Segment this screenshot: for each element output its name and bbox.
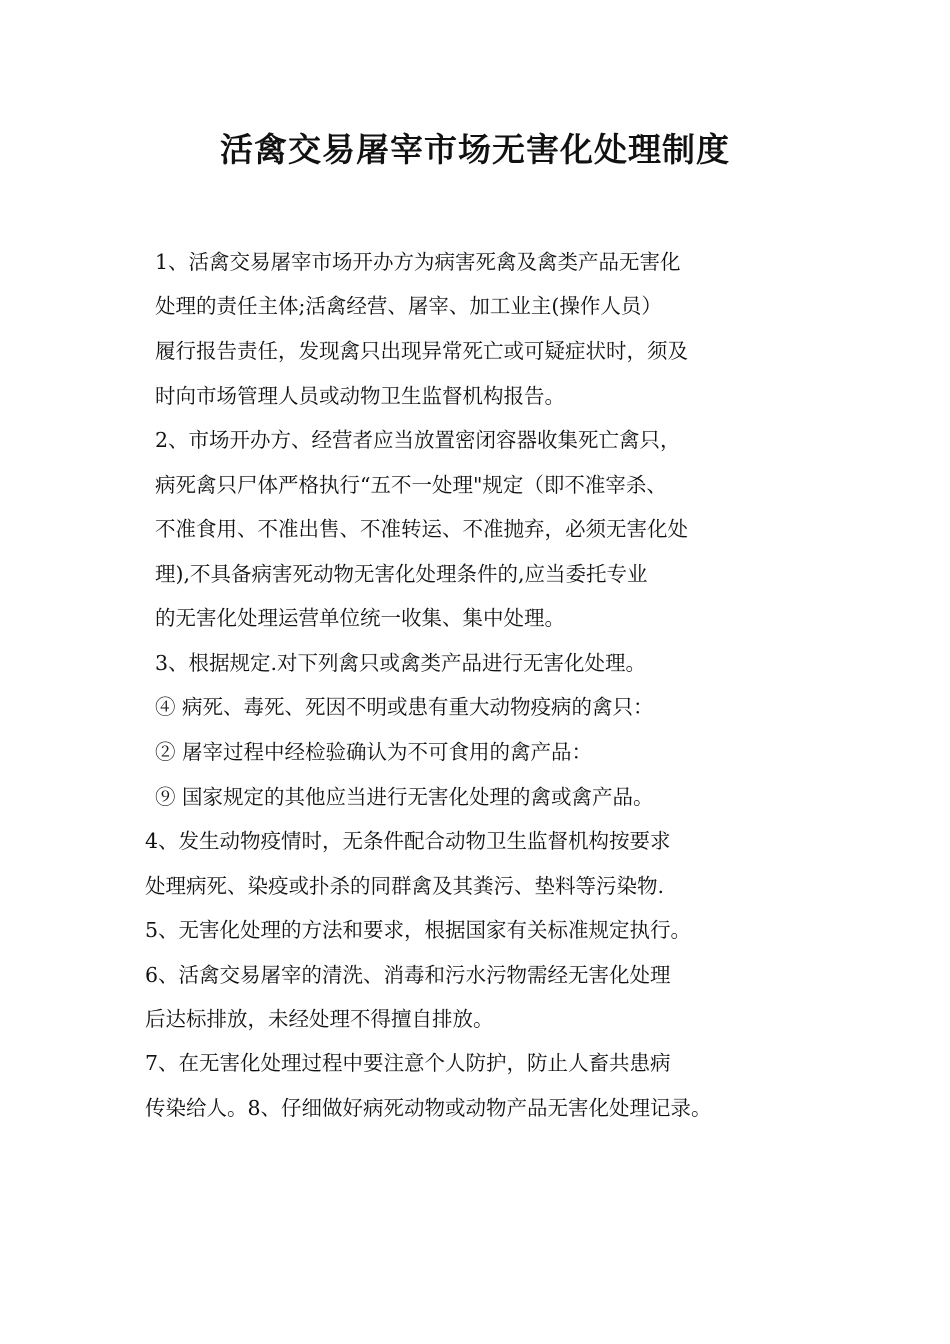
paragraph-line: 后达标排放，未经处理不得擅自排放。 [145, 1007, 494, 1031]
paragraph-line: ④ 病死、毒死、死因不明或患有重大动物疫病的禽只： [155, 695, 654, 719]
paragraph-line: 传染给人。8、仔细做好病死动物或动物产品无害化处理记录。 [145, 1096, 712, 1120]
paragraph-line: 4、发生动物疫情时，无条件配合动物卫生监督机构按要求 [145, 829, 671, 853]
paragraph-line: 7、在无害化处理过程中要注意个人防护，防止人畜共患病 [145, 1051, 671, 1075]
paragraph-line: 履行报告责任，发现禽只出现异常死亡或可疑症状时，须及 [155, 339, 688, 363]
paragraph-line: 3、根据规定.对下列禽只或禽类产品进行无害化处理。 [155, 651, 647, 675]
paragraph-line: 2、市场开办方、经营者应当放置密闭容器收集死亡禽只， [155, 428, 681, 452]
paragraph-line: 处理的责任主体;活禽经营、屠宰、加工业主(操作人员） [155, 294, 662, 318]
paragraph-line: 病死禽只尸体严格执行“五不一处理"规定（即不准宰杀、 [155, 473, 667, 497]
paragraph-line: 5、无害化处理的方法和要求，根据国家有关标准规定执行。 [145, 918, 692, 942]
paragraph-line: 时向市场管理人员或动物卫生监督机构报告。 [155, 384, 565, 408]
paragraph-line: ⑨ 国家规定的其他应当进行无害化处理的禽或禽产品。 [155, 785, 654, 809]
paragraph-line: 处理病死、染疫或扑杀的同群禽及其粪污、垫料等污染物. [145, 874, 665, 898]
paragraph-line: 1、活禽交易屠宰市场开办方为病害死禽及禽类产品无害化 [155, 250, 681, 274]
paragraph-line: 不准食用、不准出售、不准转运、不准抛弃，必须无害化处 [155, 517, 688, 541]
paragraph-line: ② 屠宰过程中经检验确认为不可食用的禽产品： [155, 740, 593, 764]
paragraph-line: 理),不具备病害死动物无害化处理条件的,应当委托专业 [155, 562, 648, 586]
page-title: 活禽交易屠宰市场无害化处理制度 [220, 130, 730, 169]
paragraph-line: 的无害化处理运营单位统一收集、集中处理。 [155, 606, 565, 630]
paragraph-line: 6、活禽交易屠宰的清洗、消毒和污水污物需经无害化处理 [145, 963, 671, 987]
